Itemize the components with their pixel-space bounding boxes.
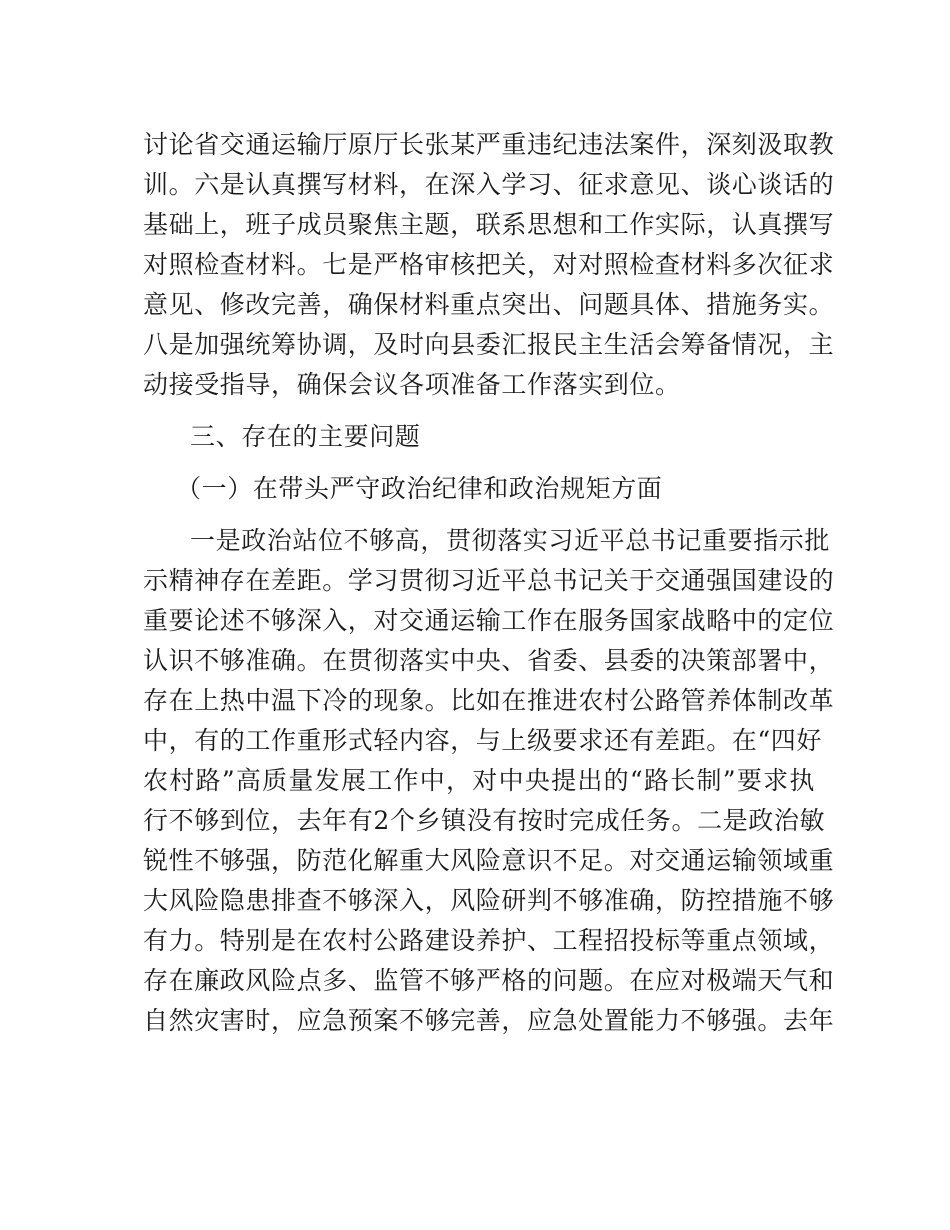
text-line: 有力。特别是在农村公路建设养护、工程招投标等重点领域， — [143, 926, 835, 955]
text-line: 农村路”高质量发展工作中，对中央提出的“路长制”要求执 — [143, 766, 815, 795]
text-line: 对照检查材料。七是严格审核把关，对对照检查材料多次征求 — [143, 250, 835, 279]
text-line: 存在上热中温下冷的现象。比如在推进农村公路管养体制改革 — [143, 686, 835, 715]
text-line: 基础上，班子成员聚焦主题，联系思想和工作实际，认真撰写 — [143, 210, 835, 239]
text-line: 一是政治站位不够高，贯彻落实习近平总书记重要指示批 — [190, 526, 831, 555]
text-line: 自然灾害时，应急预案不够完善，应急处置能力不够强。去年 — [143, 1006, 835, 1035]
section-heading: 三、存在的主要问题 — [190, 422, 421, 451]
text-line: 训。六是认真撰写材料，在深入学习、征求意见、谈心谈话的 — [143, 170, 835, 199]
text-line: 八是加强统筹协调，及时向县委汇报民主生活会筹备情况，主 — [143, 330, 835, 359]
text-line: 认识不够准确。在贯彻落实中央、省委、县委的决策部署中， — [143, 646, 835, 675]
text-line: 重要论述不够深入，对交通运输工作在服务国家战略中的定位 — [143, 606, 835, 635]
text-line: 存在廉政风险点多、监管不够严格的问题。在应对极端天气和 — [143, 966, 835, 995]
subsection-heading: （一）在带头严守政治纪律和政治规矩方面 — [176, 474, 663, 503]
text-line: 讨论省交通运输厅原厅长张某严重违纪违法案件，深刻汲取教 — [143, 130, 835, 159]
text-line: 意见、修改完善，确保材料重点突出、问题具体、措施务实。 — [143, 290, 835, 319]
text-line: 行不够到位，去年有2个乡镇没有按时完成任务。二是政治敏 — [143, 806, 826, 835]
text-line: 中，有的工作重形式轻内容，与上级要求还有差距。在“四好 — [143, 726, 822, 755]
text-line: 示精神存在差距。学习贯彻习近平总书记关于交通强国建设的 — [143, 566, 835, 595]
text-line: 动接受指导，确保会议各项准备工作落实到位。 — [143, 370, 681, 399]
text-line: 大风险隐患排查不够深入，风险研判不够准确，防控措施不够 — [143, 886, 835, 915]
text-line: 锐性不够强，防范化解重大风险意识不足。对交通运输领域重 — [143, 846, 835, 875]
